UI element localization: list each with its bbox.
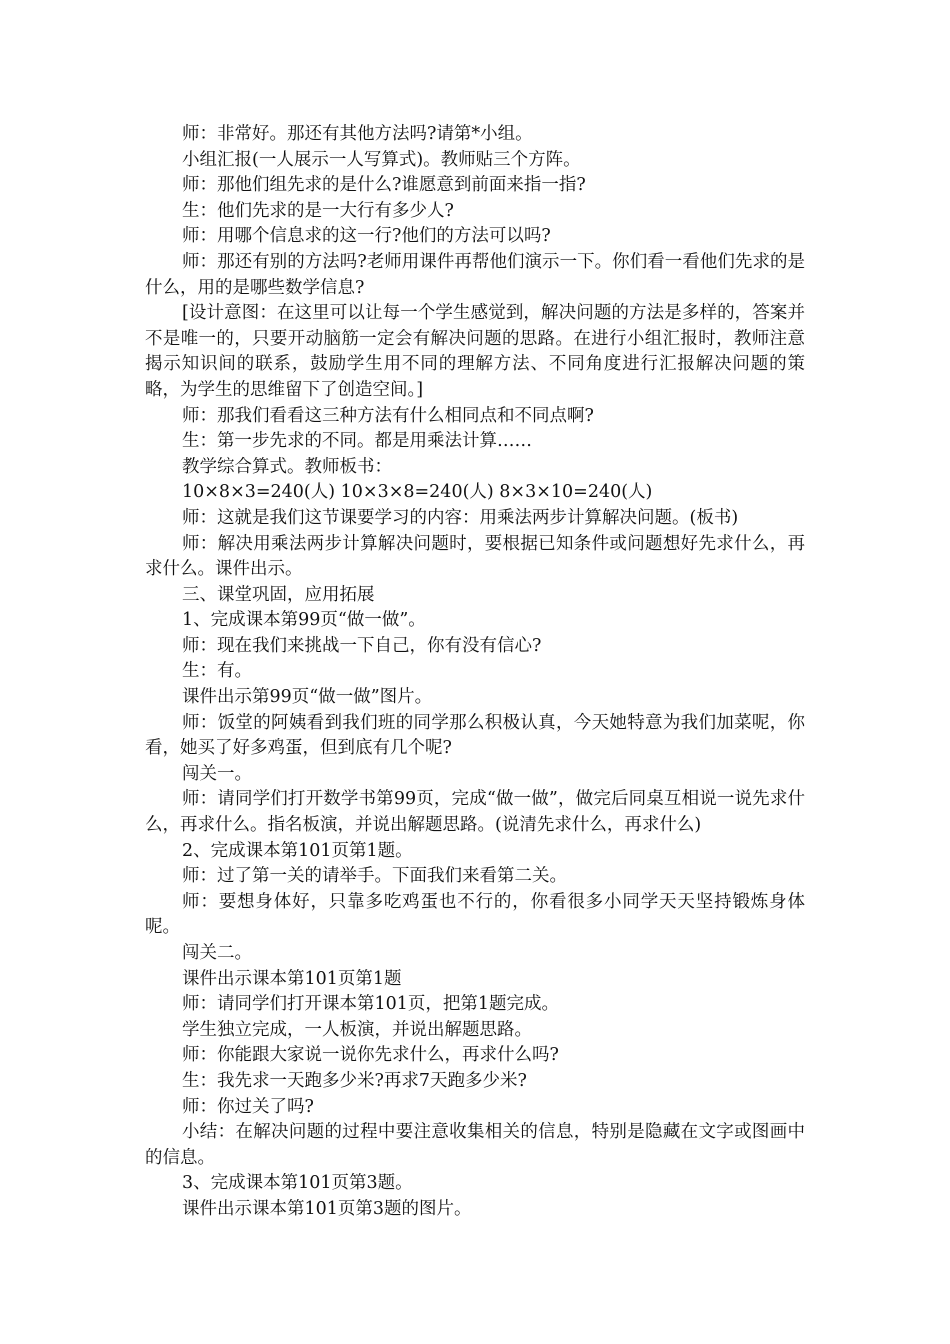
formula-line: 10×8×3=240(人) 10×3×8=240(人) 8×3×10=240(人) bbox=[182, 482, 653, 503]
paragraph: 闯关二。 bbox=[182, 943, 252, 963]
document-body bbox=[145, 122, 805, 1223]
paragraph: 师：你过关了吗? bbox=[182, 1096, 314, 1117]
paragraph: 师：解决用乘法两步计算解决问题时，要根据已知条件或问题想好先求什么，再求什么。课件出示。 bbox=[145, 533, 805, 580]
section-heading: 三、课堂巩固，应用拓展 bbox=[182, 584, 375, 605]
paragraph: 师：请同学们打开数学书第99页，完成“做一做”，做完后同桌互相说一说先求什么，再求什么。指名板演，并说出解题思路。(说清先求什么，再求什么) bbox=[145, 789, 805, 836]
paragraph: 师：饭堂的阿姨看到我们班的同学那么积极认真，今天她特意为我们加菜呢，你看，她买了好多鸡蛋，但到底有几个呢? bbox=[145, 712, 805, 759]
paragraph: 课件出示第99页“做一做”图片。 bbox=[182, 687, 433, 708]
paragraph: 师：那还有别的方法吗?老师用课件再帮他们演示一下。你们看一看他们先求的是什么，用的是哪些数学信息? bbox=[145, 251, 805, 298]
paragraph: 生：我先求一天跑多少米?再求7天跑多少米? bbox=[182, 1070, 527, 1091]
paragraph: 师：要想身体好，只靠多吃鸡蛋也不行的，你看很多小同学天天坚持锻炼身体呢。 bbox=[145, 891, 805, 938]
paragraph: 师：用哪个信息求的这一行?他们的方法可以吗? bbox=[182, 226, 551, 247]
paragraph: 生：有。 bbox=[182, 661, 252, 682]
design-intent-note: [设计意图：在这里可以让每一个学生感觉到，解决问题的方法是多样的，答案并不是唯一的，只要开动脑筋一定会有解决问题的思路。在进行小组汇报时，教师注意揭示知识间的联系，鼓励学生用不同的理解方法、不同角度进行汇报解决问题的策略，为学生的思维留下了创造空间。] bbox=[145, 303, 805, 400]
paragraph: 生：他们先求的是一大行有多少人? bbox=[182, 200, 454, 221]
paragraph: 小组汇报(一人展示一人写算式)。教师贴三个方阵。 bbox=[182, 149, 581, 170]
paragraph: 1、完成课本第99页“做一做”。 bbox=[182, 610, 426, 631]
paragraph: 闯关一。 bbox=[182, 763, 252, 784]
summary-paragraph: 小结：在解决问题的过程中要注意收集相关的信息，特别是隐藏在文字或图画中的信息。 bbox=[145, 1122, 805, 1168]
paragraph: 师：过了第一关的请举手。下面我们来看第二关。 bbox=[182, 866, 567, 887]
paragraph: 师：你能跟大家说一说你先求什么，再求什么吗? bbox=[182, 1045, 559, 1066]
paragraph: 师：这就是我们这节课要学习的内容：用乘法两步计算解决问题。(板书) bbox=[182, 507, 739, 528]
paragraph: 教学综合算式。教师板书： bbox=[182, 456, 392, 477]
paragraph: 师：那他们组先求的是什么?谁愿意到前面来指一指? bbox=[182, 175, 586, 196]
paragraph: 师：那我们看看这三种方法有什么相同点和不同点啊? bbox=[182, 405, 594, 426]
paragraph: 师：请同学们打开课本第101页，把第1题完成。 bbox=[182, 994, 560, 1015]
paragraph: 师：现在我们来挑战一下自己，你有没有信心? bbox=[182, 635, 542, 656]
paragraph: 课件出示课本第101页第3题的图片。 bbox=[182, 1198, 472, 1219]
paragraph: 2、完成课本第101页第1题。 bbox=[182, 840, 413, 861]
paragraph: 生：第一步先求的不同。都是用乘法计算…… bbox=[182, 431, 532, 452]
paragraph: 师：非常好。那还有其他方法吗?请第*小组。 bbox=[182, 124, 533, 144]
paragraph: 学生独立完成，一人板演，并说出解题思路。 bbox=[182, 1019, 532, 1040]
paragraph: 3、完成课本第101页第3题。 bbox=[182, 1173, 413, 1194]
paragraph: 课件出示课本第101页第1题 bbox=[182, 968, 402, 989]
